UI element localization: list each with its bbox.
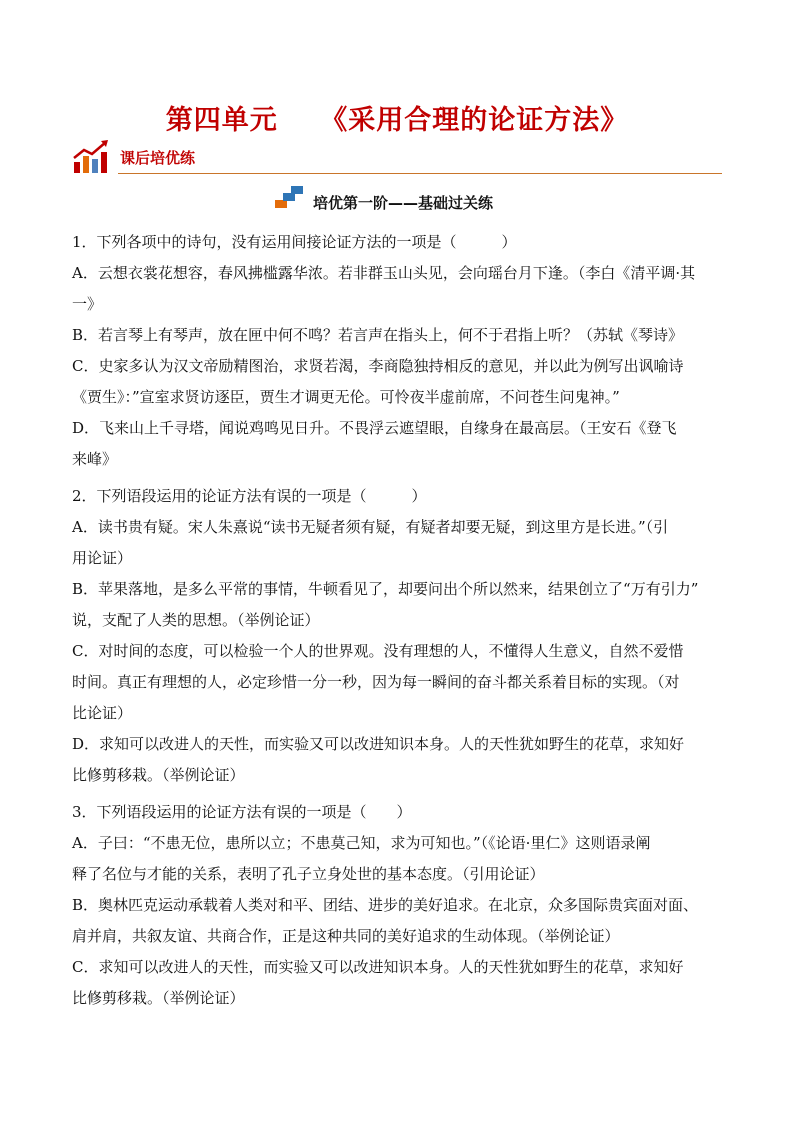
option-line: 时间。真正有理想的人，必定珍惜一分一秒，因为每一瞬间的奋斗都关系着目标的实现。（对 [72, 673, 680, 691]
question-stem: 2．下列语段运用的论证方法有误的一项是（ ） [72, 487, 427, 505]
option-line: 用论证） [72, 549, 133, 567]
section-label: 课后培优练 [120, 149, 196, 167]
option-line: 比论证） [72, 704, 133, 722]
option-line: 一》 [72, 295, 103, 313]
stage-header [0, 183, 794, 213]
option-line: A．子曰：“不患无位，患所以立；不患莫己知，求为可知也。”（《论语·里仁》这则语录阐 [72, 834, 651, 852]
question-2 [72, 481, 724, 791]
option-line: B．苹果落地，是多么平常的事情，牛顿看见了，却要问出个所以然来，结果创立了“万有引力” [72, 580, 699, 598]
question-stem: 1．下列各项中的诗句，没有运用间接论证方法的一项是（ ） [72, 233, 517, 251]
option-line: 比修剪移栽。（举例论证） [72, 766, 245, 784]
question-1 [72, 227, 724, 475]
growth-chart-icon [72, 138, 112, 174]
option-line: C．史家多认为汉文帝励精图治，求贤若渴，李商隐独持相反的意见，并以此为例写出讽喻诗 [72, 357, 684, 375]
option-line: 来峰》 [72, 450, 118, 468]
option-line: 说，支配了人类的思想。（举例论证） [72, 611, 320, 629]
option-line: A．读书贵有疑。宋人朱熹说“读书无疑者须有疑，有疑者却要无疑，到这里方是长进。”（引 [72, 518, 669, 536]
option-line: C．对时间的态度，可以检验一个人的世界观。没有理想的人，不懂得人生意义，自然不爱惜 [72, 642, 684, 660]
option-line: D．求知可以改进人的天性，而实验又可以改进知识本身。人的天性犹如野生的花草，求知好 [72, 735, 685, 753]
page-title: 第四单元 《采用合理的论证方法》 [165, 105, 629, 136]
option-line: 释了名位与才能的关系，表明了孔子立身处世的基本态度。（引用论证） [72, 865, 545, 883]
option-line: 《贾生》：”宣室求贤访逐臣，贾生才调更无伦。可怜夜半虚前席，不问苍生问鬼神。” [72, 388, 620, 406]
option-line: C．求知可以改进人的天性，而实验又可以改进知识本身。人的天性犹如野生的花草，求知好 [72, 958, 684, 976]
section-divider [118, 173, 722, 174]
option-line: B．奥林匹克运动承载着人类对和平、团结、进步的美好追求。在北京，众多国际贵宾面对面、 [72, 896, 699, 914]
question-3 [72, 797, 724, 1014]
stage-label: 培优第一阶——基础过关练 [313, 194, 494, 212]
option-line: A．云想衣裳花想容，春风拂槛露华浓。若非群玉山头见，会向瑶台月下逢。（李白《清平调·其 [72, 264, 696, 282]
question-stem: 3．下列语段运用的论证方法有误的一项是（ ） [72, 803, 412, 821]
option-line: 比修剪移栽。（举例论证） [72, 989, 245, 1007]
option-line: 肩并肩，共叙友谊、共商合作，正是这种共同的美好追求的生动体现。（举例论证） [72, 927, 620, 945]
section-header [72, 138, 722, 178]
question-list [72, 227, 724, 1014]
option-line: B．若言琴上有琴声，放在匣中何不鸣？若言声在指头上，何不于君指上听？（苏轼《琴诗》 [72, 326, 684, 344]
option-line: D．飞来山上千寻塔，闻说鸡鸣见日升。不畏浮云遮望眼，自缘身在最高层。（王安石《登飞 [72, 419, 677, 437]
stairs-icon [275, 183, 311, 209]
